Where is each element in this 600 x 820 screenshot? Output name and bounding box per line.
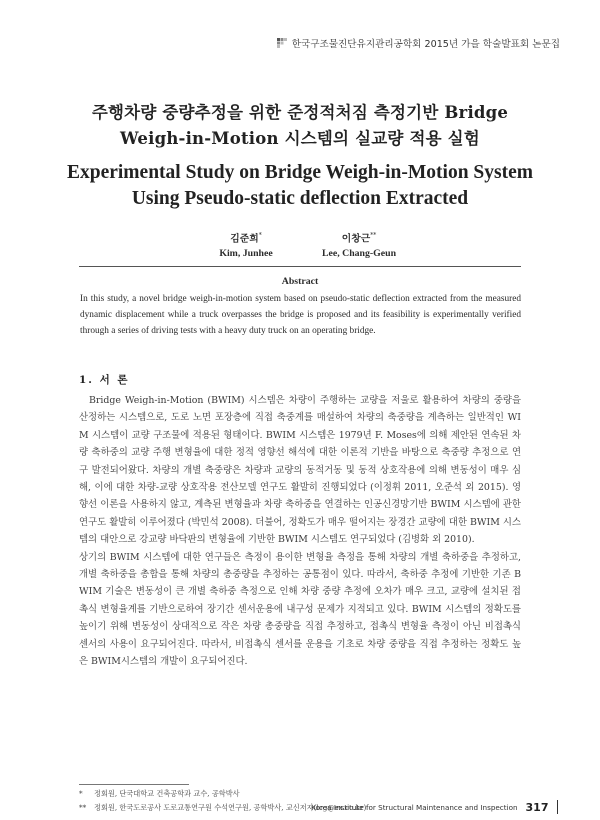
- footnote-1: [79, 787, 521, 801]
- conference-logo-icon: [277, 38, 287, 48]
- author-2-name-en: Lee, Chang-Geun: [321, 248, 397, 260]
- running-title: 한국구조물진단유지관리공학회 2015년 가을 학술발표회 논문집: [291, 39, 560, 50]
- english-title-line2: Using Pseudo-static deflection Extracted: [131, 188, 469, 209]
- footer-bar: [557, 800, 559, 814]
- korean-title-line2: Weigh-in-Motion 시스템의 실교량 적용 실험: [120, 129, 480, 148]
- author-1-name-ko: 김준희: [230, 233, 259, 245]
- footnote-1-text: 정회원, 단국대학교 건축공학과 교수, 공학박사: [94, 789, 240, 798]
- author-list: [0, 229, 600, 263]
- introduction-body: [79, 392, 521, 671]
- author-1: [186, 229, 306, 262]
- footnote-divider: [79, 784, 189, 785]
- paragraph-1: Bridge Weigh-in-Motion (BWIM) 시스템은 차량이 주행하는 교량을 저울로 활용하여 차량의 중량을 산정하는 시스템으로, 도로 노면 포장층에 직접 축중계를 매설하여 차량의 축중량을 계측하는 일반적인 WIM 시스템이 교량 구조물에 적용된 형태이다. BWIM 시스템은 1979년 F. Moses에 의해 제안된 연속된 차량 축하중의 교량 주행 변형율에 대한 정적 영향선 해석에 대한 이론적 기반을 바탕으로 축중량 추정으로 연구 발전되어왔다. 차량의 개별 축중량은 차량과 교량의 동적거동 및 동적 상호작용에 의해 변동성이 매우 심해, 이에 대한 차량-교량 상호작용 전산모델 연구도 활발히 진행되었다 (이정휘 2011, 오준석 외 2015). 영향선 이론을 사용하지 않고, 계측된 변형율과 차량 축하중을 연결하는 인공신경망기반 BWIM 시스템에 관한 연구도 활발히 이루어졌다 (박민석 2008). 더불어, 정확도가 매우 떨어지는 장경간 교량에 대한 BWIM 시스템의 대안으로 강교량 바닥판의 변형율에 기반한 BWIM 시스템도 연구되었다 (김병화 외 2010).: [79, 395, 521, 546]
- korean-title-line1: 주행차량 중량추정을 위한 준정적처짐 측정기반 Bridge: [91, 103, 509, 122]
- page-number: 317: [525, 800, 549, 814]
- abstract-text: In this study, a novel bridge weigh-in-motion system based on pseudo-static deflection extracted from the measured dynamic displacement while a truck overpasses the bridge is proposed and its feasibility is experimentally verified through a series of driving tests with a heavy duty truck on an operating bridge.: [80, 294, 521, 336]
- abstract-heading: Abstract: [281, 276, 319, 287]
- paragraph-2: 상기의 BWIM 시스템에 대한 연구들은 측정이 용이한 변형율 측정을 통해 차량의 개별 축하중을 추정하고, 개별 축하중을 총합을 통해 차량의 총중량을 추정하는 공통점이 있다. 따라서, 축하중 추정에 기반한 기존 BWIM 기술은 변동성이 큰 개별 축하중 측정으로 인해 차량 중량 추정에 오차가 매우 크고, 교량에 설치된 접촉식 변형율계를 기반으로하여 장기간 센서운용에 내구성 문제가 지적되고 있다. BWIM 시스템의 정확도를 높이기 위해 변동성이 상대적으로 작은 차량 총중량을 직접 추정하고, 접촉식 변형율 측정이 아닌 비접촉식 센서의 사용이 요구되어진다. 따라서, 비접촉식 센서를 운용을 기초로 차량 중량을 직접 추정하는 정확도 높은 BWIM시스템의 개발이 요구되어진다.: [79, 551, 521, 668]
- author-1-mark: *: [258, 232, 262, 239]
- author-2-name-ko: 이창근: [341, 233, 371, 245]
- footnote-2-mark: **: [79, 803, 87, 812]
- author-2: [299, 229, 419, 262]
- section-heading-introduction: 1. 서 론: [79, 374, 130, 386]
- korean-title: [0, 100, 600, 152]
- author-1-name-en: Kim, Junhee: [219, 248, 273, 260]
- footer-organization: Korea Institute for Structural Maintenance and Inspection: [311, 802, 518, 812]
- page-footer: [311, 800, 558, 814]
- running-header: [277, 36, 560, 50]
- author-2-mark: **: [370, 232, 377, 239]
- footnote-2-text: 정회원, 한국도로공사 도로교통연구원 수석연구원, 공학박사, 교신저자(lcg@ex.co.kr): [94, 803, 367, 812]
- footnote-1-mark: *: [79, 789, 83, 798]
- english-title-line1: Experimental Study on Bridge Weigh-in-Motion System: [66, 162, 534, 183]
- english-title: [0, 160, 600, 212]
- abstract-divider: [79, 266, 521, 267]
